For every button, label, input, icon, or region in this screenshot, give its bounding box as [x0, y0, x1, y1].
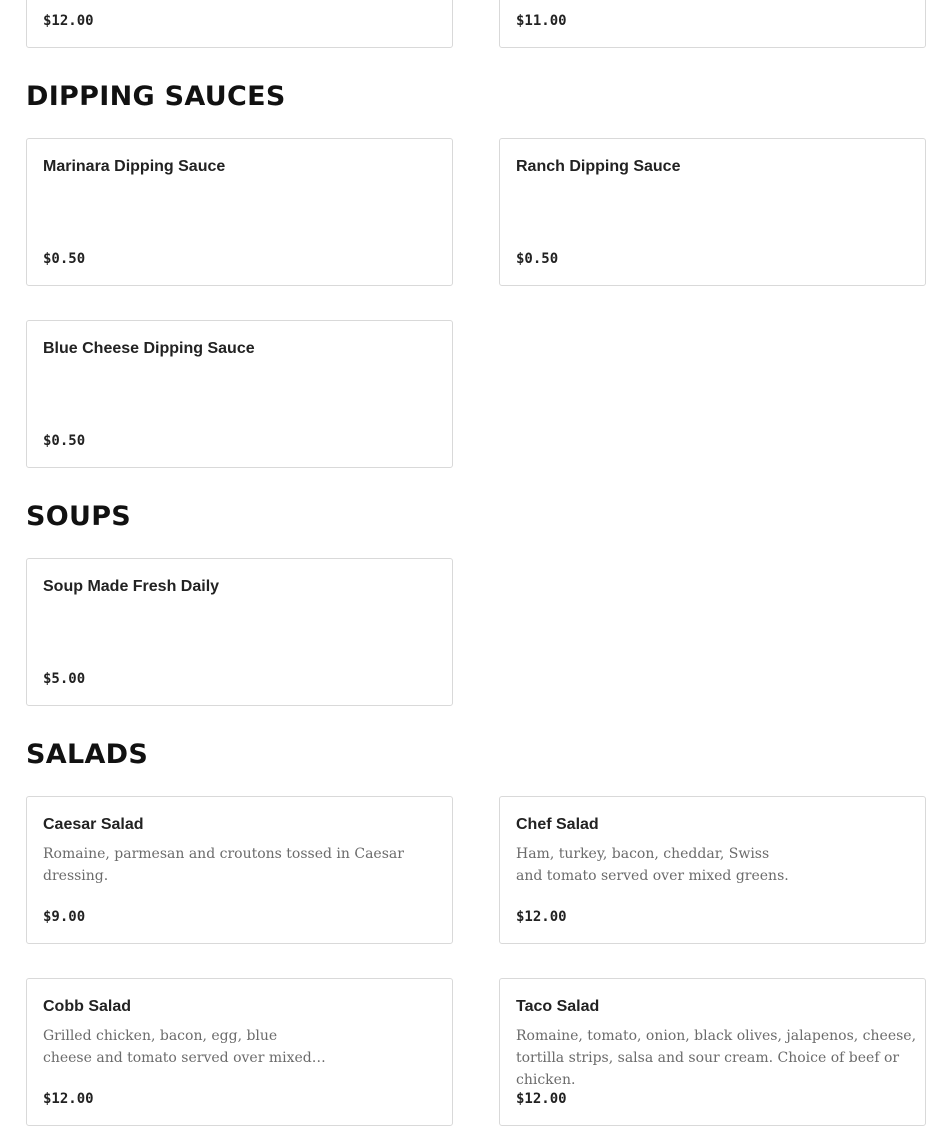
item-price: $9.00	[43, 909, 86, 925]
menu-item-card[interactable]	[26, 320, 453, 468]
item-name: Marinara Dipping Sauce	[43, 158, 226, 175]
item-name: Chef Salad	[516, 816, 599, 833]
item-description: Romaine, tomato, onion, black olives, jalapenos, cheese, tortilla strips, salsa and sour cream. Choice of beef or chicken.	[516, 1028, 917, 1088]
menu-item-card[interactable]	[499, 0, 926, 48]
item-description: Ham, turkey, bacon, cheddar, Swiss and tomato served over mixed greens.	[516, 846, 789, 884]
item-price: $12.00	[43, 13, 94, 29]
item-description: Romaine, parmesan and croutons tossed in Caesar dressing.	[43, 846, 404, 884]
item-price: $0.50	[516, 251, 559, 267]
menu-item-card[interactable]	[26, 558, 453, 706]
menu-item-card[interactable]	[26, 978, 453, 1126]
item-name: Ranch Dipping Sauce	[516, 158, 681, 175]
item-price: $12.00	[43, 1091, 94, 1107]
menu-item-card[interactable]	[26, 0, 453, 48]
item-price: $11.00	[516, 13, 567, 29]
section-title-dipping-sauces: DIPPING SAUCES	[26, 81, 286, 112]
item-description: Grilled chicken, bacon, egg, blue cheese and tomato served over mixed…	[43, 1028, 326, 1066]
section-title-salads: SALADS	[26, 739, 149, 770]
item-price: $0.50	[43, 433, 86, 449]
section-title-soups: SOUPS	[26, 501, 132, 532]
menu-item-card[interactable]	[499, 978, 926, 1126]
item-price: $0.50	[43, 251, 86, 267]
item-name: Soup Made Fresh Daily	[43, 578, 220, 595]
item-name: Caesar Salad	[43, 816, 144, 833]
item-price: $12.00	[516, 1091, 567, 1107]
item-price: $12.00	[516, 909, 567, 925]
menu-item-card[interactable]	[499, 138, 926, 286]
menu-item-card[interactable]	[26, 796, 453, 944]
menu-item-card[interactable]	[26, 138, 453, 286]
item-price: $5.00	[43, 671, 86, 687]
item-name: Blue Cheese Dipping Sauce	[43, 340, 255, 357]
menu-item-card[interactable]	[499, 796, 926, 944]
item-name: Taco Salad	[516, 998, 600, 1015]
item-name: Cobb Salad	[43, 998, 132, 1015]
